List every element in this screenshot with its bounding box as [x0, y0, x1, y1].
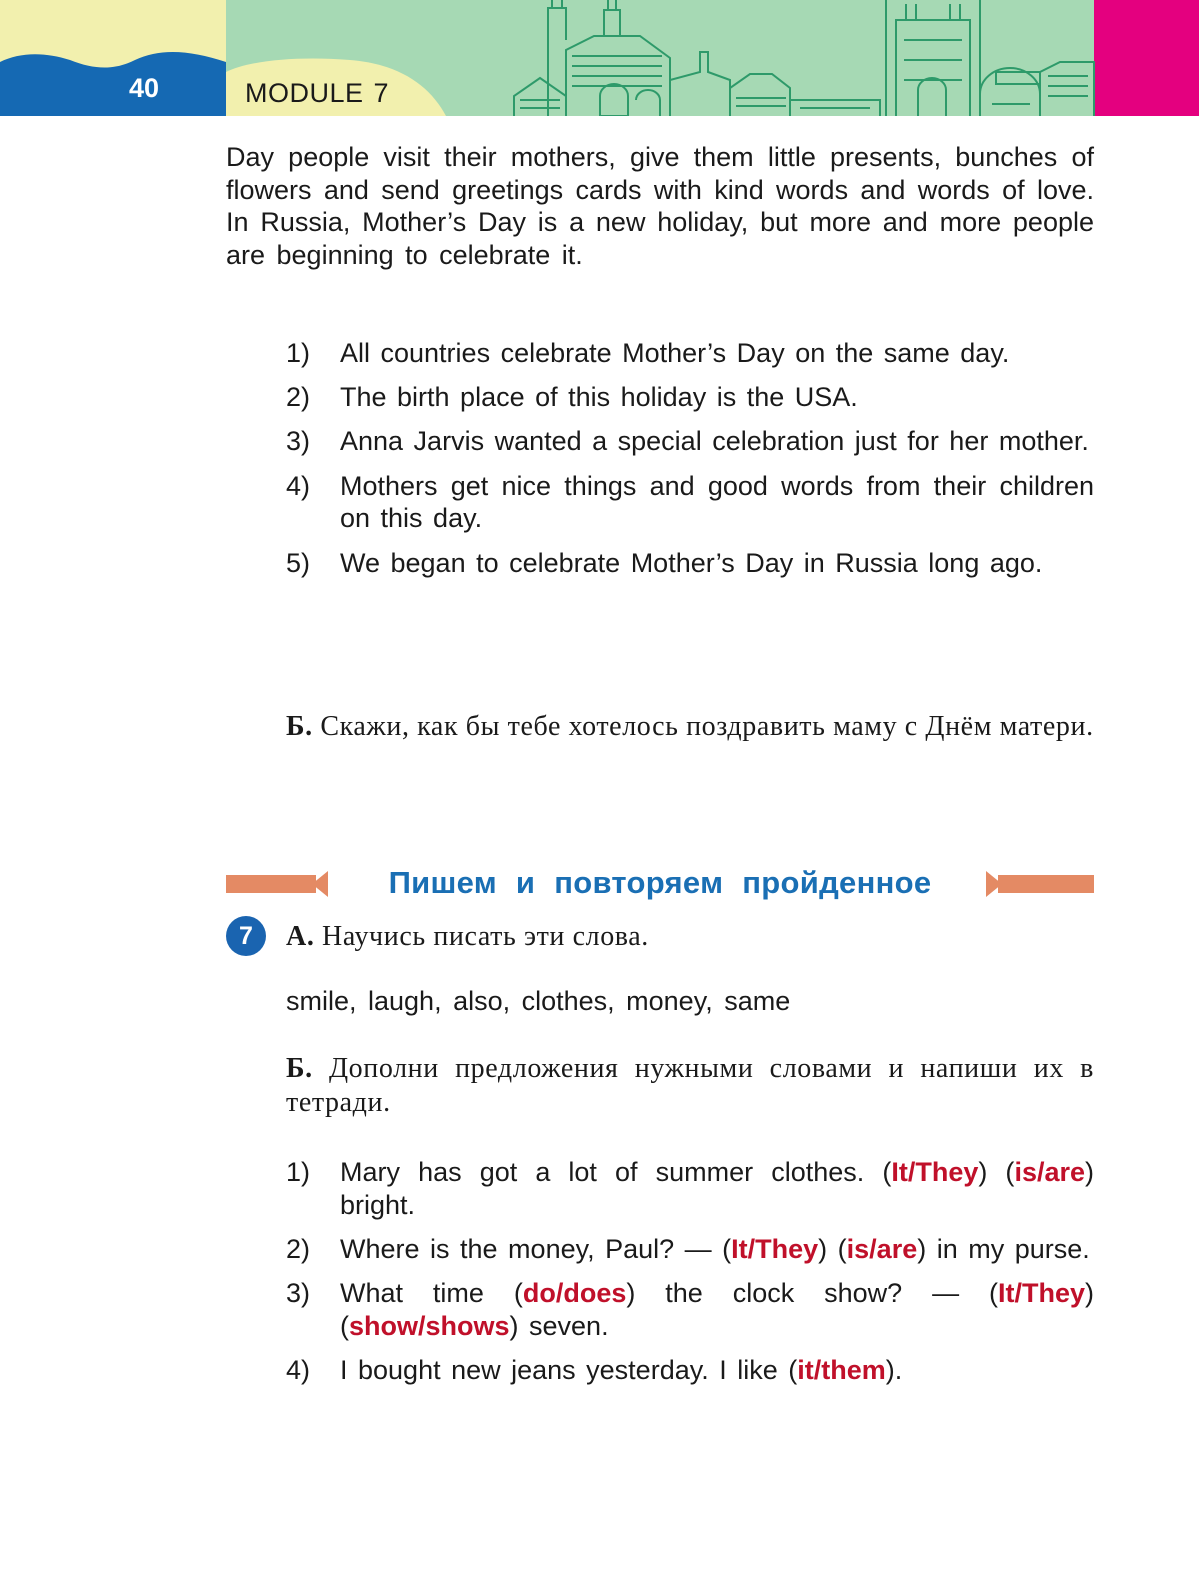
task-instruction: Научись писать эти слова.: [322, 921, 649, 952]
true-false-statements: [286, 337, 1094, 591]
sentence-text: ) (: [978, 1157, 1015, 1187]
word-choice: do/does: [522, 1278, 627, 1309]
page-header: [0, 0, 1199, 116]
word-choice: show/shows: [349, 1310, 510, 1341]
sentence-text: Mary has got a lot of summer clothes. (: [340, 1157, 892, 1187]
task-b-speaking: [286, 710, 1094, 744]
word-choice: It/They: [997, 1278, 1085, 1309]
list-item: [286, 1277, 1094, 1342]
task-a: [286, 920, 649, 954]
task-label: Б.: [286, 1053, 313, 1084]
sentence-text: ) in my purse.: [917, 1233, 1090, 1264]
page-number: 40: [128, 73, 160, 103]
item-text: Anna Jarvis wanted a special celebration just for her mother.: [340, 426, 1089, 457]
sentence-text: ).: [885, 1355, 903, 1386]
item-number: 3): [286, 1278, 311, 1309]
sentence-text: I bought new jeans yesterday. I like (: [340, 1355, 798, 1386]
task-label: А.: [286, 921, 315, 952]
item-number: 3): [286, 426, 311, 457]
list-item: [286, 381, 1094, 414]
item-text: [340, 1156, 1094, 1221]
module-label: [245, 77, 389, 109]
module-label-text: MODULE: [245, 78, 364, 108]
item-text: We began to celebrate Mother’s Day in Russia long ago.: [340, 547, 1043, 578]
item-text: Mothers get nice things and good words from their children on this day.: [340, 470, 1094, 534]
city-skyline-icon: [514, 0, 1094, 116]
task-label: Б.: [286, 711, 313, 742]
fill-in-sentences: [286, 1156, 1094, 1398]
word-choice: it/them: [797, 1355, 886, 1386]
item-text: [340, 1354, 1094, 1387]
item-number: 4): [286, 470, 311, 501]
item-number: 1): [286, 338, 311, 368]
list-item: [286, 337, 1094, 370]
item-number: 2): [286, 382, 311, 413]
item-number: 4): [286, 1355, 311, 1386]
module-number: 7: [373, 78, 390, 108]
reading-passage: Day people visit their mothers, give them little presents, bunches of flowers and send greetings cards with kind words and words of love. In Russia, Mother’s Day is a new holiday, but more and more people are beginning to celebrate it.: [226, 142, 1094, 271]
list-item: [286, 547, 1094, 580]
sentence-text: ) (: [818, 1233, 847, 1264]
sentence-text: ) seven.: [509, 1310, 609, 1341]
item-text: The birth place of this holiday is the USA.: [340, 382, 858, 413]
item-number: 2): [286, 1233, 311, 1264]
item-text: [340, 1233, 1094, 1266]
word-choice: is/are: [846, 1233, 918, 1264]
sentence-text: ) the clock show? — (: [626, 1278, 998, 1309]
list-item: [286, 1233, 1094, 1266]
task-b-writing: [286, 1052, 1094, 1120]
list-item: [286, 1156, 1094, 1221]
item-text: All countries celebrate Mother’s Day on the same day.: [340, 338, 1010, 368]
item-text: [340, 1277, 1094, 1342]
list-item: [286, 425, 1094, 458]
word-choice: It/They: [891, 1157, 979, 1187]
list-item: [286, 470, 1094, 535]
section-banner: [226, 862, 1094, 906]
task-instruction: Скажи, как бы тебе хотелось поздравить маму с Днём матери.: [320, 711, 1094, 742]
sentence-text: ) (: [340, 1278, 1094, 1341]
list-item: [286, 1354, 1094, 1387]
sentence-text: What time (: [340, 1278, 523, 1309]
vocabulary-words: smile, laugh, also, clothes, money, same: [286, 986, 791, 1016]
task-instruction: Дополни предложения нужными словами и напиши их в тетради.: [286, 1053, 1094, 1118]
sentence-text: ) bright.: [340, 1157, 1094, 1220]
sentence-text: Where is the money, Paul? — (: [340, 1233, 732, 1264]
item-number: 5): [286, 547, 311, 578]
section-title: Пишем и повторяем пройденное: [388, 865, 932, 900]
item-number: 1): [286, 1157, 311, 1187]
word-choice: It/They: [731, 1233, 819, 1264]
exercise-number-badge: 7: [226, 916, 266, 956]
word-choice: is/are: [1014, 1157, 1085, 1187]
